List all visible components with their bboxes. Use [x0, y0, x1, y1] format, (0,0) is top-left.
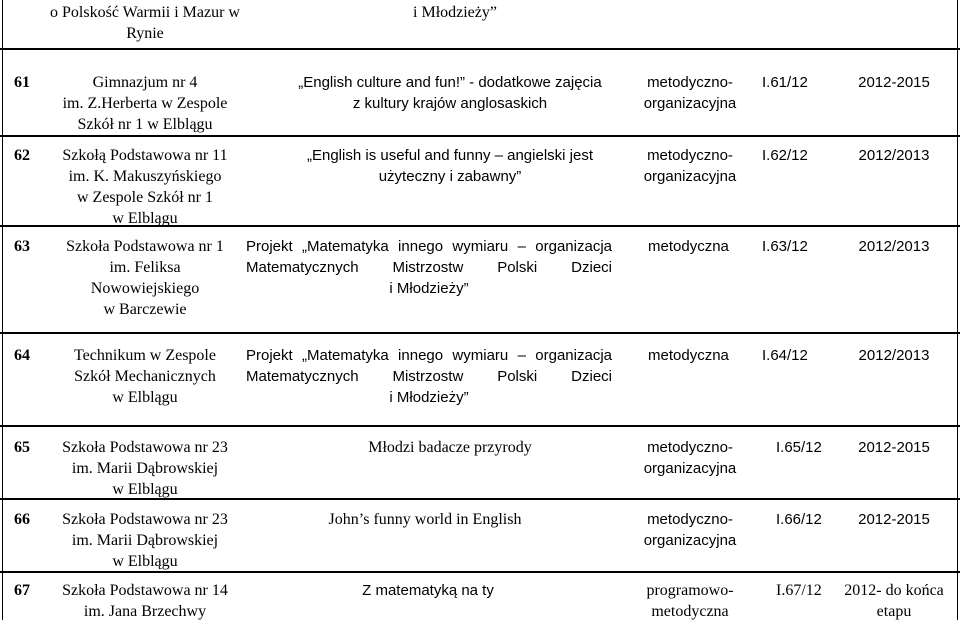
row-number: 61 [14, 74, 30, 91]
program-title: Projekt „Matematyka innego wymiaru – organizacja Matematycznych Mistrzostw Polski Dzieci i Młodzieży” [246, 347, 612, 406]
program-title: „English culture and fun!” - dodatkowe zajęcia z kultury krajów anglosaskich [298, 74, 602, 112]
top-row-program: i Młodzieży” [413, 4, 497, 21]
school-name: Szkoła Podstawowa nr 23 im. Marii Dąbrowskiej w Elblągu [62, 511, 228, 570]
program-code: I.65/12 [776, 439, 822, 456]
row-divider [0, 48, 960, 50]
program-code: I.61/12 [762, 74, 808, 91]
program-period: 2012/2013 [858, 347, 930, 364]
program-period: 2012- do końca etapu [844, 582, 944, 620]
row-divider [0, 135, 960, 137]
row-number: 64 [14, 347, 30, 364]
row-number: 62 [14, 147, 30, 164]
program-type: metodyczno- organizacyjna [643, 439, 737, 477]
school-name: Gimnazjum nr 4 im. Z.Herberta w Zespole Szkół nr 1 w Elblągu [62, 74, 228, 133]
program-type: metodyczna [648, 347, 729, 364]
program-title: Projekt „Matematyka innego wymiaru – organizacja Matematycznych Mistrzostw Polski Dzieci i Młodzieży” [246, 238, 612, 297]
program-code: I.62/12 [762, 147, 808, 164]
top-row-school: o Polskość Warmii i Mazur w Rynie [50, 4, 240, 42]
program-type: metodyczno- organizacyjna [643, 511, 737, 549]
program-type: programowo- metodyczna [646, 582, 734, 620]
school-name: Szkoła Podstawowa nr 1 im. Feliksa Nowowiejskiego w Barczewie [66, 238, 224, 318]
program-title: Młodzi badacze przyrody [368, 439, 532, 456]
program-type: metodyczno- organizacyjna [643, 74, 737, 112]
program-type: metodyczna [648, 238, 729, 255]
program-code: I.66/12 [776, 511, 822, 528]
program-period: 2012-2015 [858, 511, 930, 528]
program-period: 2012-2015 [858, 439, 930, 456]
program-code: I.67/12 [776, 582, 822, 599]
row-number: 66 [14, 511, 30, 528]
row-divider [0, 425, 960, 427]
program-period: 2012-2015 [858, 74, 930, 91]
column-divider [957, 0, 958, 620]
row-number: 65 [14, 439, 30, 456]
row-number: 63 [14, 238, 30, 255]
program-period: 2012/2013 [858, 238, 930, 255]
column-divider [2, 0, 3, 620]
program-code: I.64/12 [762, 347, 808, 364]
school-name: Technikum w Zespole Szkół Mechanicznych w Elblągu [74, 347, 216, 406]
row-number: 67 [14, 582, 30, 599]
program-code: I.63/12 [762, 238, 808, 255]
program-type: metodyczno- organizacyjna [643, 147, 737, 185]
program-period: 2012/2013 [858, 147, 930, 164]
school-name: Szkoła Podstawowa nr 14 im. Jana Brzechwy [62, 582, 228, 620]
school-name: Szkoła Podstawowa nr 23 im. Marii Dąbrowskiej w Elblągu [62, 439, 228, 498]
program-title: John’s funny world in English [328, 511, 522, 528]
program-title: Z matematyką na ty [362, 582, 494, 599]
row-divider [0, 332, 960, 334]
program-title: „English is useful and funny – angielski jest użyteczny i zabawny” [307, 147, 593, 185]
school-name: Szkołą Podstawowa nr 11 im. K. Makuszyńskiego w Zespole Szkół nr 1 w Elblągu [62, 147, 228, 227]
